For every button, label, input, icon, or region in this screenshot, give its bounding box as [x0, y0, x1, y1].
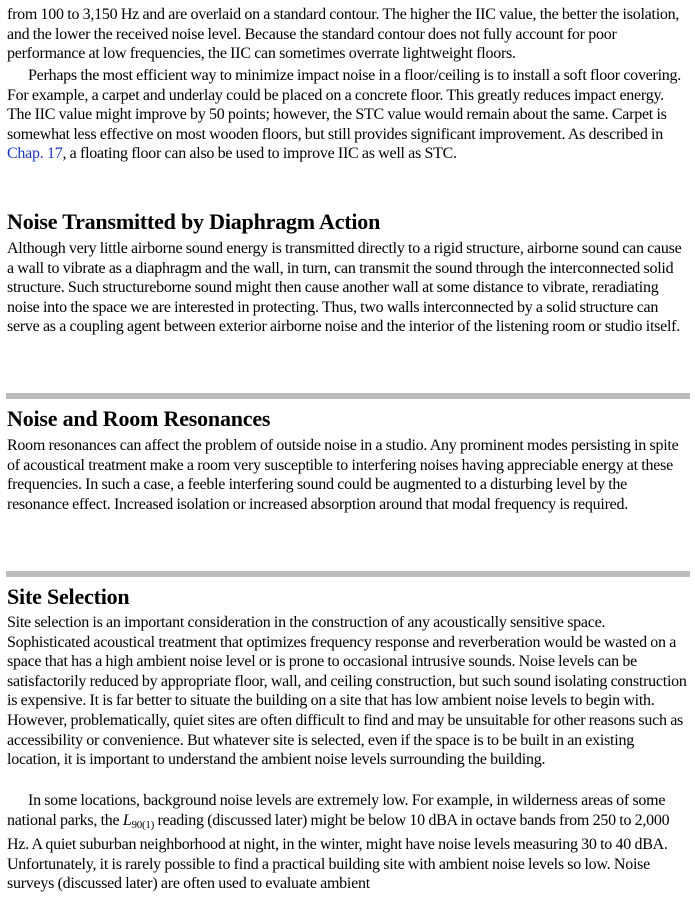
paragraph-text: In some locations, background noise levels are extremely low. For example, in wilderness areas of some national parks, the: [7, 792, 666, 829]
section-divider: [6, 393, 690, 399]
paragraph-text: , a floating floor can also be used to improve IIC as well as STC.: [62, 145, 457, 163]
section-divider: [6, 571, 690, 577]
heading-site-selection: Site Selection: [7, 584, 130, 609]
l90-subscript: 90(1): [131, 818, 155, 831]
paragraph-text: Perhaps the most efficient way to minimize impact noise in a floor/ceiling is to install a soft floor covering. For example, a carpet and underlay could be placed on a concrete floor. This greatly reduces impact energy. The IIC value might improve by 50 points; however, the STC value would remain about the same. Carpet is somewhat less effective on most wooden floors, but still provides significant improvement. As described in: [7, 67, 682, 143]
l90-symbol: [123, 812, 154, 829]
paragraph-site-selection: Site selection is an important consideration in the construction of any acoustically sensitive space. Sophisticated acoustical treatment that optimizes frequency response and reverberation would be wasted on a space that has a high ambient noise level or is prone to occasional intrusive sounds. Noise levels can be satisfactorily reduced by appropriate floor, wall, and ceiling construction, but such sound isolating construction is expensive. It is far better to situate the building on a site that has low ambient noise levels to begin with. However, problematically, quiet sites are often difficult to find and may be unsuitable for other reasons such as accessibility or convenience. But whatever site is selected, even if the space is to be built in an existing location, it is important to understand the ambient noise levels surrounding the building.: [7, 614, 687, 769]
chapter-17-link[interactable]: Chap. 17: [7, 145, 63, 163]
paragraph-diaphragm: Although very little airborne sound energy is transmitted directly to a rigid structure, airborne sound can cause a wall to vibrate as a diaphragm and the wall, in turn, can transmit the sound through the interconnected solid structure. Such structureborne sound might then cause another wall at some distance to vibrate, reradiating noise into the space we are interested in protecting. Thus, two walls interconnected by a solid structure can serve as a coupling agent between exterior airborne noise and the interior of the listening room or studio itself.: [7, 240, 682, 336]
heading-room-resonances: Noise and Room Resonances: [7, 406, 271, 431]
paragraph-impact-noise: [0, 66, 695, 164]
heading-diaphragm-action: Noise Transmitted by Diaphragm Action: [7, 209, 381, 234]
paragraph-room-resonances: Room resonances can affect the problem of outside noise in a studio. Any prominent modes persisting in spite of acoustical treatment make a room very susceptible to interfering noises having appreciable energy at these frequencies. In such a case, a feeble interfering sound could be augmented to a disturbing level by the resonance effect. Increased isolation or increased absorption around that modal frequency is required.: [7, 437, 679, 513]
paragraph-background-noise: [0, 791, 695, 894]
l-variable: L: [122, 811, 132, 829]
paragraph-text: reading (discussed later) might be below 10 dBA in octave bands from 250 to 2,000 Hz. A quiet suburban neighborhood at night, in the winter, might have noise levels measuring 30 to 40 dBA. Unfortunately, it is rarely possible to find a practical building site with ambient noise levels so low. Noise surveys (discussed later) are often used to evaluate ambient: [7, 811, 670, 893]
paragraph-iic-contour: from 100 to 3,150 Hz and are overlaid on a standard contour. The higher the IIC value, the better the isolation, and the lower the received noise level. Because the standard contour does not fully account for poor performance at low frequencies, the IIC can sometimes overrate lightweight floors.: [7, 6, 680, 63]
